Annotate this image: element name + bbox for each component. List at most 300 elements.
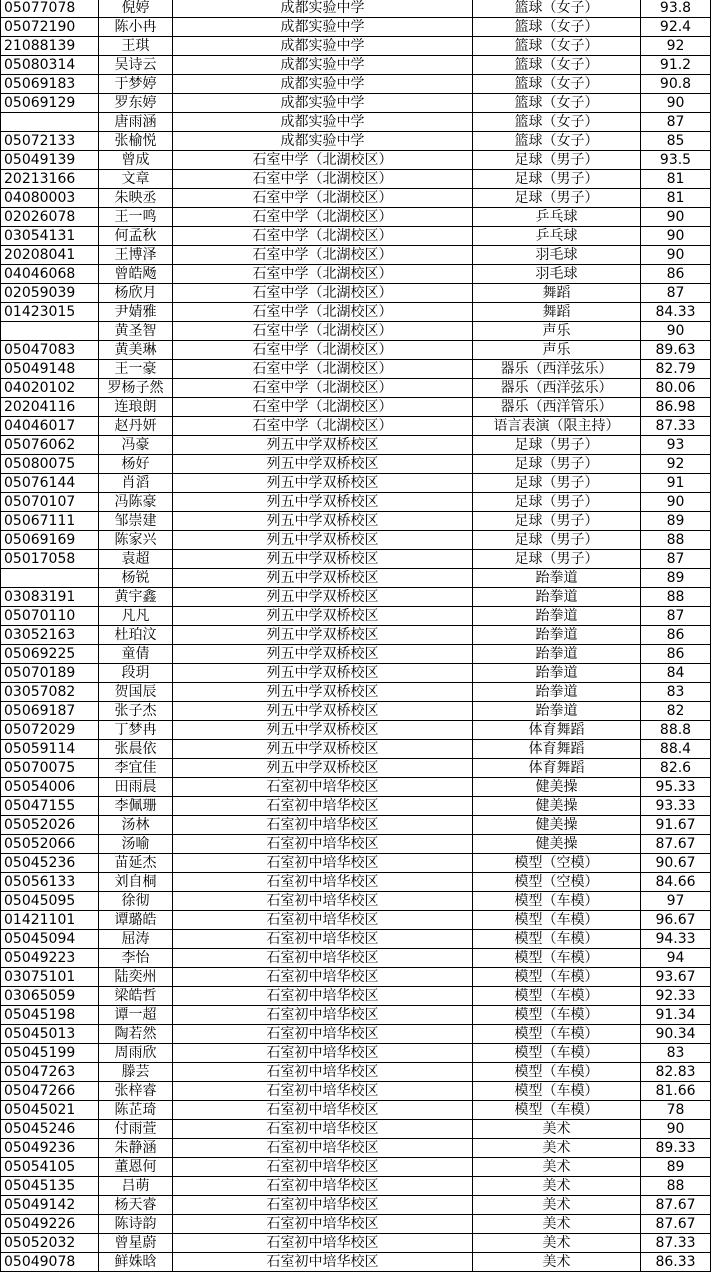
table-row <box>1 721 711 740</box>
table-row <box>1 37 711 56</box>
exam-id-cell: 05070110 <box>1 607 99 626</box>
event-cell: 模型（车模） <box>473 1082 641 1101</box>
score-cell: 88 <box>641 531 711 550</box>
score-cell: 92.4 <box>641 18 711 37</box>
table-row <box>1 170 711 189</box>
event-cell: 模型（空模） <box>473 854 641 873</box>
score-cell: 90 <box>641 1120 711 1139</box>
school-cell: 石室中学（北湖校区） <box>173 246 473 265</box>
event-cell: 模型（车模） <box>473 1101 641 1120</box>
table-row <box>1 550 711 569</box>
exam-id-cell: 03065059 <box>1 987 99 1006</box>
event-cell: 跆拳道 <box>473 645 641 664</box>
school-cell: 列五中学双桥校区 <box>173 759 473 778</box>
school-cell: 石室初中培华校区 <box>173 1101 473 1120</box>
exam-id-cell: 05069169 <box>1 531 99 550</box>
exam-id-cell: 05076144 <box>1 474 99 493</box>
exam-id-cell: 20208041 <box>1 246 99 265</box>
table-row <box>1 227 711 246</box>
student-name-cell: 杨好 <box>99 455 173 474</box>
exam-id-cell: 05052032 <box>1 1234 99 1253</box>
school-cell: 列五中学双桥校区 <box>173 740 473 759</box>
school-cell: 成都实验中学 <box>173 0 473 18</box>
score-cell: 86.33 <box>641 1253 711 1272</box>
event-cell: 篮球（女子） <box>473 37 641 56</box>
student-name-cell: 汤喻 <box>99 835 173 854</box>
student-name-cell: 张子杰 <box>99 702 173 721</box>
table-row <box>1 189 711 208</box>
score-cell: 87 <box>641 607 711 626</box>
score-cell: 93.5 <box>641 151 711 170</box>
school-cell: 成都实验中学 <box>173 75 473 94</box>
student-name-cell: 吴诗云 <box>99 56 173 75</box>
school-cell: 列五中学双桥校区 <box>173 702 473 721</box>
score-cell: 87.67 <box>641 1215 711 1234</box>
exam-id-cell: 03052163 <box>1 626 99 645</box>
student-name-cell: 田雨晨 <box>99 778 173 797</box>
event-cell: 声乐 <box>473 322 641 341</box>
student-name-cell: 陈诗韵 <box>99 1215 173 1234</box>
school-cell: 列五中学双桥校区 <box>173 531 473 550</box>
event-cell: 体育舞蹈 <box>473 721 641 740</box>
table-row <box>1 56 711 75</box>
table-row <box>1 512 711 531</box>
event-cell: 模型（车模） <box>473 1063 641 1082</box>
table-row <box>1 75 711 94</box>
exam-id-cell: 05059114 <box>1 740 99 759</box>
exam-id-cell <box>1 113 99 132</box>
exam-id-cell: 05047263 <box>1 1063 99 1082</box>
event-cell: 足球（男子） <box>473 550 641 569</box>
event-cell: 体育舞蹈 <box>473 759 641 778</box>
student-name-cell: 何孟秋 <box>99 227 173 246</box>
exam-id-cell: 05070189 <box>1 664 99 683</box>
school-cell: 石室初中培华校区 <box>173 1196 473 1215</box>
table-row <box>1 1082 711 1101</box>
table-row <box>1 702 711 721</box>
event-cell: 跆拳道 <box>473 664 641 683</box>
exam-id-cell: 01421101 <box>1 911 99 930</box>
exam-id-cell: 05049142 <box>1 1196 99 1215</box>
score-cell: 82.6 <box>641 759 711 778</box>
table-row <box>1 987 711 1006</box>
score-cell: 90 <box>641 94 711 113</box>
student-name-cell: 朱映丞 <box>99 189 173 208</box>
table-row <box>1 911 711 930</box>
table-row <box>1 854 711 873</box>
student-name-cell: 朱静涵 <box>99 1139 173 1158</box>
school-cell: 石室中学（北湖校区） <box>173 151 473 170</box>
event-cell: 模型（空模） <box>473 873 641 892</box>
event-cell: 健美操 <box>473 816 641 835</box>
exam-id-cell: 04046068 <box>1 265 99 284</box>
event-cell: 足球（男子） <box>473 170 641 189</box>
school-cell: 石室初中培华校区 <box>173 1120 473 1139</box>
table-row <box>1 1215 711 1234</box>
student-name-cell: 倪婷 <box>99 0 173 18</box>
event-cell: 足球（男子） <box>473 189 641 208</box>
student-name-cell: 曾星蔚 <box>99 1234 173 1253</box>
student-name-cell: 凡凡 <box>99 607 173 626</box>
table-row <box>1 1044 711 1063</box>
exam-id-cell: 05049226 <box>1 1215 99 1234</box>
table-row <box>1 778 711 797</box>
school-cell: 成都实验中学 <box>173 37 473 56</box>
student-name-cell: 于梦婷 <box>99 75 173 94</box>
student-name-cell: 苗延杰 <box>99 854 173 873</box>
student-name-cell: 屈涛 <box>99 930 173 949</box>
school-cell: 石室中学（北湖校区） <box>173 322 473 341</box>
event-cell: 美术 <box>473 1234 641 1253</box>
exam-id-cell: 02059039 <box>1 284 99 303</box>
student-name-cell: 李佩珊 <box>99 797 173 816</box>
school-cell: 石室中学（北湖校区） <box>173 284 473 303</box>
exam-id-cell: 02026078 <box>1 208 99 227</box>
score-cell: 96.67 <box>641 911 711 930</box>
event-cell: 篮球（女子） <box>473 132 641 151</box>
exam-id-cell: 04046017 <box>1 417 99 436</box>
school-cell: 石室初中培华校区 <box>173 1082 473 1101</box>
event-cell: 模型（车模） <box>473 949 641 968</box>
score-cell: 86 <box>641 265 711 284</box>
score-cell: 84 <box>641 664 711 683</box>
score-cell: 93.67 <box>641 968 711 987</box>
score-cell: 82 <box>641 702 711 721</box>
score-cell: 91 <box>641 474 711 493</box>
score-cell: 81.66 <box>641 1082 711 1101</box>
school-cell: 石室初中培华校区 <box>173 854 473 873</box>
score-cell: 88 <box>641 588 711 607</box>
exam-id-cell: 03083191 <box>1 588 99 607</box>
score-cell: 92 <box>641 455 711 474</box>
exam-id-cell: 05056133 <box>1 873 99 892</box>
event-cell: 跆拳道 <box>473 569 641 588</box>
exam-id-cell: 05072133 <box>1 132 99 151</box>
table-row <box>1 1139 711 1158</box>
school-cell: 列五中学双桥校区 <box>173 436 473 455</box>
score-cell: 78 <box>641 1101 711 1120</box>
exam-id-cell: 05067111 <box>1 512 99 531</box>
student-name-cell: 冯陈豪 <box>99 493 173 512</box>
table-row <box>1 436 711 455</box>
score-cell: 83 <box>641 1044 711 1063</box>
table-row <box>1 1063 711 1082</box>
exam-id-cell: 05054105 <box>1 1158 99 1177</box>
event-cell: 足球（男子） <box>473 436 641 455</box>
exam-id-cell <box>1 322 99 341</box>
event-cell: 跆拳道 <box>473 702 641 721</box>
table-row <box>1 930 711 949</box>
exam-id-cell: 05077078 <box>1 0 99 18</box>
table-row <box>1 360 711 379</box>
score-cell: 89.63 <box>641 341 711 360</box>
exam-id-cell: 05080075 <box>1 455 99 474</box>
exam-id-cell <box>1 569 99 588</box>
student-name-cell: 刘自桐 <box>99 873 173 892</box>
event-cell: 模型（车模） <box>473 1006 641 1025</box>
exam-id-cell: 03075101 <box>1 968 99 987</box>
table-row <box>1 1196 711 1215</box>
event-cell: 跆拳道 <box>473 683 641 702</box>
score-cell: 87.67 <box>641 835 711 854</box>
exam-id-cell: 05045246 <box>1 1120 99 1139</box>
table-row <box>1 341 711 360</box>
school-cell: 石室初中培华校区 <box>173 1044 473 1063</box>
student-name-cell: 鲜姝晗 <box>99 1253 173 1272</box>
exam-id-cell: 05049139 <box>1 151 99 170</box>
exam-id-cell: 05049236 <box>1 1139 99 1158</box>
table-row <box>1 1177 711 1196</box>
school-cell: 石室中学（北湖校区） <box>173 398 473 417</box>
event-cell: 篮球（女子） <box>473 75 641 94</box>
school-cell: 列五中学双桥校区 <box>173 569 473 588</box>
score-cell: 91.67 <box>641 816 711 835</box>
student-name-cell: 陈小冉 <box>99 18 173 37</box>
table-row <box>1 645 711 664</box>
student-name-cell: 杜珀汶 <box>99 626 173 645</box>
event-cell: 模型（车模） <box>473 892 641 911</box>
event-cell: 舞蹈 <box>473 303 641 322</box>
exam-id-cell: 20204116 <box>1 398 99 417</box>
student-name-cell: 贺国辰 <box>99 683 173 702</box>
exam-id-cell: 05045236 <box>1 854 99 873</box>
score-cell: 87 <box>641 550 711 569</box>
table-row <box>1 1025 711 1044</box>
student-name-cell: 陈家兴 <box>99 531 173 550</box>
score-cell: 83 <box>641 683 711 702</box>
score-cell: 90.8 <box>641 75 711 94</box>
table-row <box>1 626 711 645</box>
school-cell: 石室初中培华校区 <box>173 968 473 987</box>
school-cell: 成都实验中学 <box>173 18 473 37</box>
event-cell: 篮球（女子） <box>473 113 641 132</box>
score-cell: 81 <box>641 189 711 208</box>
school-cell: 列五中学双桥校区 <box>173 683 473 702</box>
student-name-cell: 陶若然 <box>99 1025 173 1044</box>
score-cell: 80.06 <box>641 379 711 398</box>
student-name-cell: 杨锐 <box>99 569 173 588</box>
score-cell: 91.2 <box>641 56 711 75</box>
table-row <box>1 18 711 37</box>
student-name-cell: 罗东婷 <box>99 94 173 113</box>
event-cell: 足球（男子） <box>473 512 641 531</box>
table-row <box>1 94 711 113</box>
event-cell: 健美操 <box>473 835 641 854</box>
event-cell: 跆拳道 <box>473 588 641 607</box>
table-row <box>1 1006 711 1025</box>
student-name-cell: 尹婧雅 <box>99 303 173 322</box>
event-cell: 美术 <box>473 1196 641 1215</box>
score-cell: 93.8 <box>641 0 711 18</box>
score-cell: 89 <box>641 512 711 531</box>
student-name-cell: 王博泽 <box>99 246 173 265</box>
exam-id-cell: 05076062 <box>1 436 99 455</box>
score-cell: 86 <box>641 626 711 645</box>
table-row <box>1 0 711 18</box>
student-name-cell: 杨天睿 <box>99 1196 173 1215</box>
school-cell: 成都实验中学 <box>173 113 473 132</box>
table-row <box>1 1120 711 1139</box>
event-cell: 足球（男子） <box>473 493 641 512</box>
score-cell: 97 <box>641 892 711 911</box>
student-name-cell: 张梓睿 <box>99 1082 173 1101</box>
school-cell: 列五中学双桥校区 <box>173 721 473 740</box>
table-row <box>1 797 711 816</box>
score-cell: 94 <box>641 949 711 968</box>
exam-id-cell: 05045198 <box>1 1006 99 1025</box>
event-cell: 健美操 <box>473 797 641 816</box>
score-cell: 88.4 <box>641 740 711 759</box>
school-cell: 石室初中培华校区 <box>173 1215 473 1234</box>
student-name-cell: 周雨欣 <box>99 1044 173 1063</box>
exam-id-cell: 05069187 <box>1 702 99 721</box>
school-cell: 列五中学双桥校区 <box>173 550 473 569</box>
school-cell: 石室中学（北湖校区） <box>173 208 473 227</box>
school-cell: 石室中学（北湖校区） <box>173 417 473 436</box>
event-cell: 羽毛球 <box>473 246 641 265</box>
school-cell: 石室初中培华校区 <box>173 1158 473 1177</box>
school-cell: 石室初中培华校区 <box>173 1139 473 1158</box>
student-name-cell: 李怡 <box>99 949 173 968</box>
event-cell: 美术 <box>473 1158 641 1177</box>
event-cell: 乒乓球 <box>473 227 641 246</box>
student-name-cell: 滕芸 <box>99 1063 173 1082</box>
table-row <box>1 1234 711 1253</box>
student-name-cell: 董恩何 <box>99 1158 173 1177</box>
student-name-cell: 肖滔 <box>99 474 173 493</box>
exam-id-cell: 05045013 <box>1 1025 99 1044</box>
score-cell: 89.33 <box>641 1139 711 1158</box>
table-row <box>1 1158 711 1177</box>
event-cell: 足球（男子） <box>473 151 641 170</box>
score-cell: 88.8 <box>641 721 711 740</box>
score-cell: 87.33 <box>641 417 711 436</box>
school-cell: 列五中学双桥校区 <box>173 626 473 645</box>
student-name-cell: 邹崇建 <box>99 512 173 531</box>
exam-id-cell: 05045135 <box>1 1177 99 1196</box>
exam-id-cell: 05069183 <box>1 75 99 94</box>
event-cell: 模型（车模） <box>473 987 641 1006</box>
student-name-cell: 陆奕州 <box>99 968 173 987</box>
score-cell: 90.34 <box>641 1025 711 1044</box>
score-cell: 85 <box>641 132 711 151</box>
exam-id-cell: 05049078 <box>1 1253 99 1272</box>
score-cell: 86.98 <box>641 398 711 417</box>
school-cell: 石室初中培华校区 <box>173 1234 473 1253</box>
student-name-cell: 张榆悦 <box>99 132 173 151</box>
school-cell: 列五中学双桥校区 <box>173 512 473 531</box>
event-cell: 模型（车模） <box>473 968 641 987</box>
exam-id-cell: 05045095 <box>1 892 99 911</box>
student-name-cell: 唐雨涵 <box>99 113 173 132</box>
table-row <box>1 493 711 512</box>
score-cell: 82.83 <box>641 1063 711 1082</box>
table-row <box>1 151 711 170</box>
score-cell: 84.66 <box>641 873 711 892</box>
score-cell: 93.33 <box>641 797 711 816</box>
score-cell: 93 <box>641 436 711 455</box>
school-cell: 成都实验中学 <box>173 56 473 75</box>
student-name-cell: 赵丹妍 <box>99 417 173 436</box>
event-cell: 篮球（女子） <box>473 0 641 18</box>
event-cell: 美术 <box>473 1177 641 1196</box>
table-row <box>1 588 711 607</box>
school-cell: 石室初中培华校区 <box>173 1063 473 1082</box>
event-cell: 美术 <box>473 1215 641 1234</box>
score-cell: 81 <box>641 170 711 189</box>
school-cell: 列五中学双桥校区 <box>173 474 473 493</box>
student-name-cell: 段玥 <box>99 664 173 683</box>
score-cell: 94.33 <box>641 930 711 949</box>
table-row <box>1 246 711 265</box>
table-row <box>1 569 711 588</box>
event-cell: 器乐（西洋管乐） <box>473 398 641 417</box>
exam-id-cell: 05045094 <box>1 930 99 949</box>
table-row <box>1 531 711 550</box>
score-cell: 92 <box>641 37 711 56</box>
school-cell: 列五中学双桥校区 <box>173 493 473 512</box>
exam-id-cell: 05052066 <box>1 835 99 854</box>
student-name-cell: 陈芷琦 <box>99 1101 173 1120</box>
event-cell: 模型（车模） <box>473 911 641 930</box>
table-row <box>1 417 711 436</box>
event-cell: 语言表演（限主持） <box>473 417 641 436</box>
table-row <box>1 322 711 341</box>
school-cell: 石室初中培华校区 <box>173 835 473 854</box>
exam-id-cell: 05072190 <box>1 18 99 37</box>
exam-id-cell: 05072029 <box>1 721 99 740</box>
event-cell: 体育舞蹈 <box>473 740 641 759</box>
exam-id-cell: 05047155 <box>1 797 99 816</box>
student-name-cell: 黄美琳 <box>99 341 173 360</box>
school-cell: 列五中学双桥校区 <box>173 588 473 607</box>
exam-id-cell: 01423015 <box>1 303 99 322</box>
event-cell: 足球（男子） <box>473 474 641 493</box>
event-cell: 足球（男子） <box>473 531 641 550</box>
exam-id-cell: 05069225 <box>1 645 99 664</box>
school-cell: 石室中学（北湖校区） <box>173 360 473 379</box>
score-cell: 90 <box>641 227 711 246</box>
table-row <box>1 208 711 227</box>
event-cell: 足球（男子） <box>473 455 641 474</box>
table-row <box>1 683 711 702</box>
event-cell: 器乐（西洋弦乐） <box>473 360 641 379</box>
event-cell: 跆拳道 <box>473 607 641 626</box>
student-name-cell: 王琪 <box>99 37 173 56</box>
student-name-cell: 曾成 <box>99 151 173 170</box>
score-cell: 90.67 <box>641 854 711 873</box>
exam-id-cell: 05017058 <box>1 550 99 569</box>
table-row <box>1 303 711 322</box>
event-cell: 模型（车模） <box>473 930 641 949</box>
school-cell: 石室初中培华校区 <box>173 892 473 911</box>
school-cell: 石室中学（北湖校区） <box>173 265 473 284</box>
exam-id-cell: 05049148 <box>1 360 99 379</box>
score-cell: 87 <box>641 284 711 303</box>
event-cell: 美术 <box>473 1139 641 1158</box>
school-cell: 列五中学双桥校区 <box>173 645 473 664</box>
school-cell: 石室中学（北湖校区） <box>173 303 473 322</box>
table-row <box>1 132 711 151</box>
event-cell: 乒乓球 <box>473 208 641 227</box>
student-name-cell: 徐彻 <box>99 892 173 911</box>
student-name-cell: 冯豪 <box>99 436 173 455</box>
school-cell: 列五中学双桥校区 <box>173 455 473 474</box>
score-cell: 87.33 <box>641 1234 711 1253</box>
exam-id-cell: 05045021 <box>1 1101 99 1120</box>
event-cell: 跆拳道 <box>473 626 641 645</box>
student-name-cell: 王一豪 <box>99 360 173 379</box>
